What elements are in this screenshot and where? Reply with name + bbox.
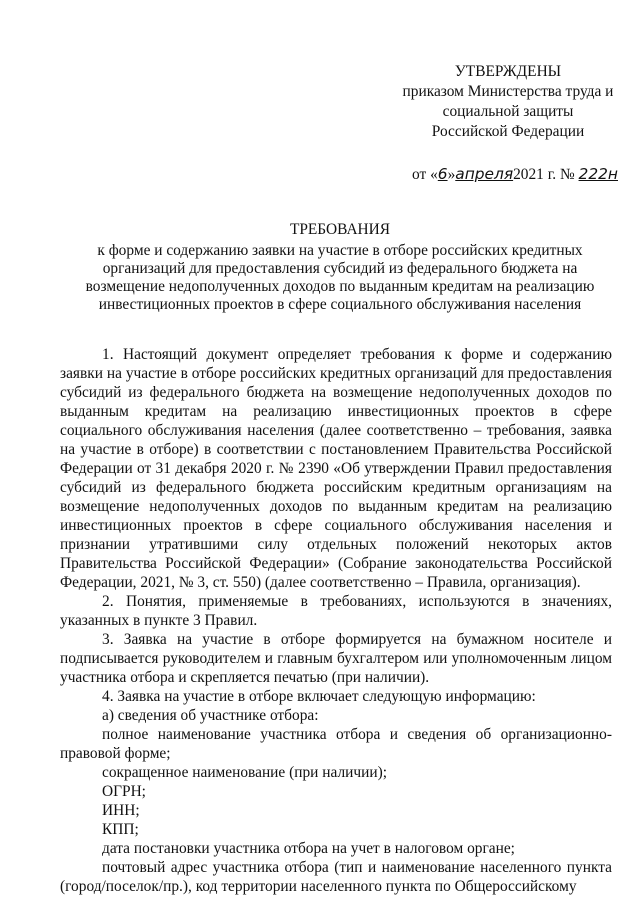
order-date-line <box>398 164 618 185</box>
approval-country-line: Российской Федерации <box>431 123 585 140</box>
item-full-name: полное наименование участника отбора и сведения об организационно-правовой форме; <box>60 726 612 762</box>
document-title: ТРЕБОВАНИЯ <box>289 221 391 238</box>
paragraph-1: 1. Настоящий документ определяет требования к форме и содержанию заявки на участие в отборе российских кредитных организаций для предоставления субсидий из федерального бюджета на возмещение недополученных доходов по выданным кредитам на реализацию инвестиционных проектов в сфере социального обслуживания населения (далее соответственно – требования, заявка на участие в отборе) в соответствии с постановлением Правительства Российской Федерации от 31 декабря 2020 г. № 2390 «Об утверждении Правил предоставления субсидий из федерального бюджета российским кредитным организациям на возмещение недополученных доходов по выданным кредитам на реализацию инвестиционных проектов в сфере социального обслуживания населения и признании утратившими силу отдельных положений некоторых актов Правительства Российской Федерации» (Собрание законодательства Российской Федерации, 2021, № 3, ст. 550) (далее соответственно – Правила, организация). <box>60 346 612 591</box>
date-prefix: от « <box>412 166 438 183</box>
order-day: 6 <box>437 165 448 183</box>
subparagraph-a: а) сведения об участнике отбора: <box>102 707 319 724</box>
approval-block <box>398 62 618 185</box>
item-ogrn: ОГРН; <box>102 783 146 800</box>
approval-ministry-line: социальной защиты <box>442 103 574 120</box>
document-title-block <box>70 220 610 314</box>
item-postal-address: почтовый адрес участника отбора (тип и наименование населенного пункта (город/поселок/пр.), код территории населенного пункта по Общероссийскому <box>60 859 612 895</box>
document-subtitle: к форме и содержанию заявки на участие в отборе российских кредитных организаций для предоставления субсидий из федерального бюджета на возмещение недополученных доходов по выданным кредитам на реализацию инвестиционных проектов в сфере социального обслуживания населения <box>85 242 595 313</box>
order-year: 2021 г. № <box>513 166 575 183</box>
item-short-name: сокращенное наименование (при наличии); <box>102 764 387 781</box>
item-tax-registration-date: дата постановки участника отбора на учет в налоговом органе; <box>102 840 515 857</box>
paragraph-2: 2. Понятия, применяемые в требованиях, используются в значениях, указанных в пункте 3 Правил. <box>60 593 612 629</box>
date-mid: » <box>447 166 456 183</box>
approval-heading: УТВЕРЖДЕНЫ <box>454 63 562 80</box>
order-month: апреля <box>455 165 514 183</box>
item-inn: ИНН; <box>102 802 140 819</box>
document-body <box>60 345 612 896</box>
paragraph-3: 3. Заявка на участие в отборе формируется на бумажном носителе и подписывается руководителем и главным бухгалтером или уполномоченным лицом участника отбора и скрепляется печатью (при наличии). <box>60 631 612 686</box>
order-number: 222н <box>578 165 618 183</box>
paragraph-4: 4. Заявка на участие в отборе включает следующую информацию: <box>102 688 536 705</box>
item-kpp: КПП; <box>102 821 139 838</box>
approval-order-line: приказом Министерства труда и <box>402 83 614 100</box>
